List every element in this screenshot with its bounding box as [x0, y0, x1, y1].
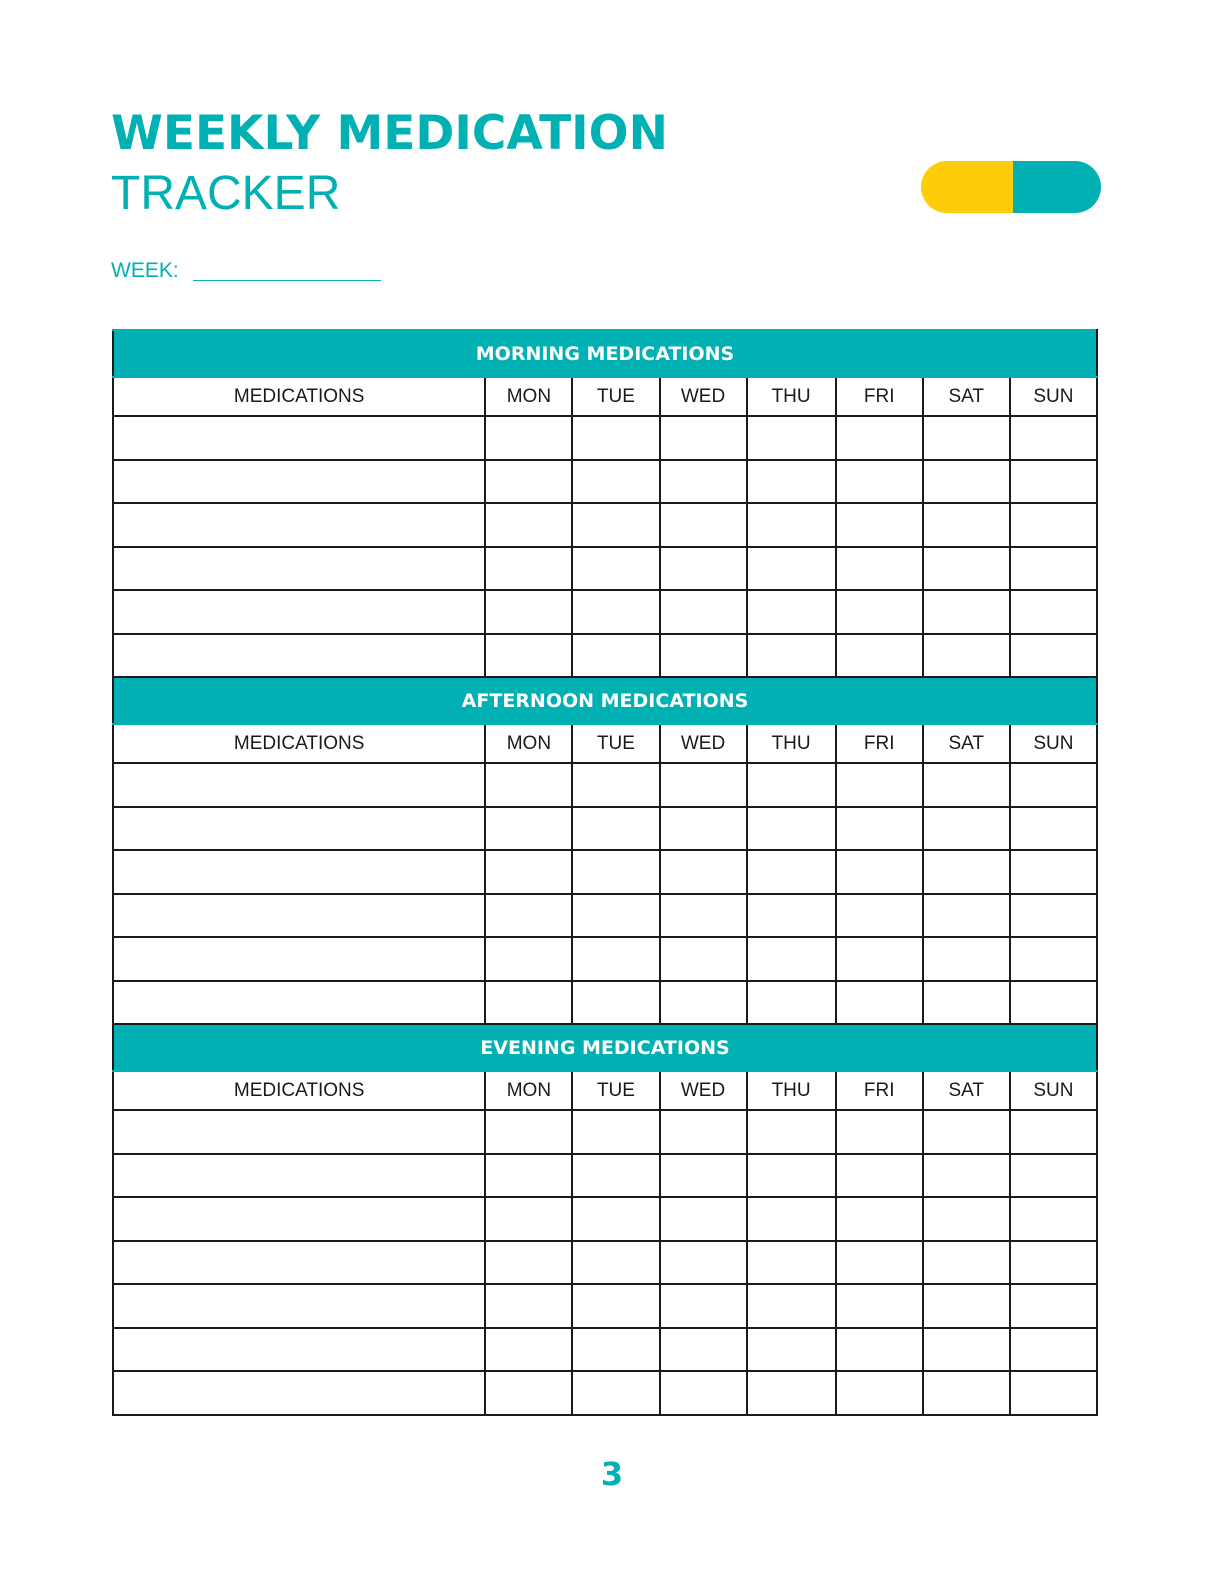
medication-name-cell[interactable] [113, 1284, 485, 1328]
dose-check-cell-fri[interactable] [836, 981, 923, 1025]
page-subtitle: TRACKER [111, 167, 341, 220]
afternoon-section-title: AFTERNOON MEDICATIONS [113, 677, 1097, 724]
dose-check-cell-sat[interactable] [923, 763, 1010, 807]
medication-name-cell[interactable] [113, 634, 485, 678]
dose-check-cell-sun[interactable] [1010, 1371, 1097, 1415]
dose-check-cell-tue[interactable] [572, 1371, 659, 1415]
medication-name-cell[interactable] [113, 763, 485, 807]
dose-check-cell-thu[interactable] [747, 981, 836, 1025]
table-row [113, 503, 1097, 547]
dose-check-cell-thu[interactable] [747, 547, 836, 591]
dose-check-cell-sat[interactable] [923, 807, 1010, 851]
page-title: WEEKLY MEDICATION [111, 106, 668, 161]
medication-name-cell[interactable] [113, 894, 485, 938]
medication-name-cell[interactable] [113, 590, 485, 634]
dose-check-cell-fri[interactable] [836, 1328, 923, 1372]
table-row [113, 763, 1097, 807]
day-column-header-mon: MON [485, 1071, 572, 1110]
morning-section-header-row [113, 330, 1097, 377]
dose-check-cell-wed[interactable] [660, 1197, 747, 1241]
week-label: WEEK: [111, 259, 179, 282]
dose-check-cell-mon[interactable] [485, 1328, 572, 1372]
table-row [113, 1110, 1097, 1154]
dose-check-cell-tue[interactable] [572, 850, 659, 894]
dose-check-cell-sun[interactable] [1010, 503, 1097, 547]
dose-check-cell-wed[interactable] [660, 416, 747, 460]
dose-check-cell-thu[interactable] [747, 590, 836, 634]
dose-check-cell-tue[interactable] [572, 981, 659, 1025]
dose-check-cell-sat[interactable] [923, 1241, 1010, 1285]
dose-check-cell-thu[interactable] [747, 634, 836, 678]
dose-check-cell-thu[interactable] [747, 1110, 836, 1154]
dose-check-cell-thu[interactable] [747, 416, 836, 460]
dose-check-cell-sat[interactable] [923, 460, 1010, 504]
day-column-header-fri: FRI [836, 377, 923, 416]
table-row [113, 807, 1097, 851]
dose-check-cell-fri[interactable] [836, 850, 923, 894]
dose-check-cell-wed[interactable] [660, 1328, 747, 1372]
medication-name-cell[interactable] [113, 547, 485, 591]
dose-check-cell-fri[interactable] [836, 460, 923, 504]
medication-name-cell[interactable] [113, 1371, 485, 1415]
day-column-header-wed: WED [660, 1071, 747, 1110]
dose-check-cell-thu[interactable] [747, 1154, 836, 1198]
dose-check-cell-wed[interactable] [660, 763, 747, 807]
dose-check-cell-mon[interactable] [485, 547, 572, 591]
dose-check-cell-sun[interactable] [1010, 894, 1097, 938]
dose-check-cell-mon[interactable] [485, 937, 572, 981]
day-column-header-fri: FRI [836, 1071, 923, 1110]
table-row [113, 460, 1097, 504]
dose-check-cell-tue[interactable] [572, 460, 659, 504]
dose-check-cell-tue[interactable] [572, 763, 659, 807]
dose-check-cell-wed[interactable] [660, 1284, 747, 1328]
dose-check-cell-sun[interactable] [1010, 460, 1097, 504]
dose-check-cell-sat[interactable] [923, 894, 1010, 938]
table-row [113, 981, 1097, 1025]
dose-check-cell-thu[interactable] [747, 894, 836, 938]
dose-check-cell-thu[interactable] [747, 503, 836, 547]
dose-check-cell-tue[interactable] [572, 807, 659, 851]
dose-check-cell-mon[interactable] [485, 590, 572, 634]
dose-check-cell-sat[interactable] [923, 547, 1010, 591]
dose-check-cell-thu[interactable] [747, 807, 836, 851]
dose-check-cell-mon[interactable] [485, 894, 572, 938]
afternoon-column-header-row [113, 724, 1097, 763]
table-row [113, 416, 1097, 460]
day-column-header-sat: SAT [923, 377, 1010, 416]
table-row [113, 894, 1097, 938]
dose-check-cell-sun[interactable] [1010, 547, 1097, 591]
dose-check-cell-tue[interactable] [572, 1328, 659, 1372]
dose-check-cell-sun[interactable] [1010, 937, 1097, 981]
dose-check-cell-wed[interactable] [660, 1110, 747, 1154]
dose-check-cell-wed[interactable] [660, 1154, 747, 1198]
medication-name-cell[interactable] [113, 981, 485, 1025]
day-column-header-thu: THU [747, 377, 836, 416]
dose-check-cell-tue[interactable] [572, 634, 659, 678]
dose-check-cell-sun[interactable] [1010, 1197, 1097, 1241]
dose-check-cell-fri[interactable] [836, 1197, 923, 1241]
medications-column-header: MEDICATIONS [113, 724, 485, 763]
medication-name-cell[interactable] [113, 1241, 485, 1285]
medication-name-cell[interactable] [113, 416, 485, 460]
dose-check-cell-thu[interactable] [747, 460, 836, 504]
day-column-header-mon: MON [485, 724, 572, 763]
medication-name-cell[interactable] [113, 1154, 485, 1198]
dose-check-cell-fri[interactable] [836, 1371, 923, 1415]
dose-check-cell-sun[interactable] [1010, 634, 1097, 678]
dose-check-cell-mon[interactable] [485, 1371, 572, 1415]
morning-section-title: MORNING MEDICATIONS [113, 330, 1097, 377]
dose-check-cell-sun[interactable] [1010, 763, 1097, 807]
pill-capsule-left-half [921, 161, 1013, 213]
dose-check-cell-mon[interactable] [485, 1284, 572, 1328]
dose-check-cell-sat[interactable] [923, 850, 1010, 894]
table-row [113, 634, 1097, 678]
dose-check-cell-mon[interactable] [485, 634, 572, 678]
dose-check-cell-wed[interactable] [660, 981, 747, 1025]
dose-check-cell-sun[interactable] [1010, 1241, 1097, 1285]
dose-check-cell-mon[interactable] [485, 1197, 572, 1241]
dose-check-cell-fri[interactable] [836, 590, 923, 634]
page-number: 3 [600, 1455, 624, 1493]
dose-check-cell-fri[interactable] [836, 1284, 923, 1328]
dose-check-cell-tue[interactable] [572, 503, 659, 547]
dose-check-cell-wed[interactable] [660, 807, 747, 851]
dose-check-cell-wed[interactable] [660, 1241, 747, 1285]
medications-column-header: MEDICATIONS [113, 1071, 485, 1110]
medication-name-cell[interactable] [113, 460, 485, 504]
day-column-header-thu: THU [747, 724, 836, 763]
dose-check-cell-sat[interactable] [923, 981, 1010, 1025]
dose-check-cell-sat[interactable] [923, 1371, 1010, 1415]
dose-check-cell-fri[interactable] [836, 937, 923, 981]
dose-check-cell-tue[interactable] [572, 1154, 659, 1198]
medication-name-cell[interactable] [113, 850, 485, 894]
evening-section-title: EVENING MEDICATIONS [113, 1024, 1097, 1071]
dose-check-cell-sat[interactable] [923, 503, 1010, 547]
table-row [113, 1154, 1097, 1198]
dose-check-cell-sat[interactable] [923, 1328, 1010, 1372]
dose-check-cell-mon[interactable] [485, 1241, 572, 1285]
day-column-header-fri: FRI [836, 724, 923, 763]
dose-check-cell-tue[interactable] [572, 590, 659, 634]
day-column-header-thu: THU [747, 1071, 836, 1110]
dose-check-cell-sun[interactable] [1010, 807, 1097, 851]
medication-name-cell[interactable] [113, 503, 485, 547]
dose-check-cell-fri[interactable] [836, 894, 923, 938]
day-column-header-tue: TUE [572, 1071, 659, 1110]
table-row [113, 1371, 1097, 1415]
dose-check-cell-wed[interactable] [660, 590, 747, 634]
dose-check-cell-fri[interactable] [836, 416, 923, 460]
table-row [113, 547, 1097, 591]
day-column-header-sat: SAT [923, 724, 1010, 763]
dose-check-cell-wed[interactable] [660, 937, 747, 981]
dose-check-cell-thu[interactable] [747, 850, 836, 894]
medication-name-cell[interactable] [113, 807, 485, 851]
dose-check-cell-sat[interactable] [923, 1197, 1010, 1241]
dose-check-cell-tue[interactable] [572, 1197, 659, 1241]
dose-check-cell-sat[interactable] [923, 1154, 1010, 1198]
medication-tracker-table [112, 329, 1098, 1416]
medications-column-header: MEDICATIONS [113, 377, 485, 416]
table-row [113, 1328, 1097, 1372]
dose-check-cell-tue[interactable] [572, 1284, 659, 1328]
morning-column-header-row [113, 377, 1097, 416]
dose-check-cell-wed[interactable] [660, 634, 747, 678]
dose-check-cell-sat[interactable] [923, 937, 1010, 981]
dose-check-cell-sat[interactable] [923, 590, 1010, 634]
afternoon-section-header-row [113, 677, 1097, 724]
day-column-header-sat: SAT [923, 1071, 1010, 1110]
dose-check-cell-sat[interactable] [923, 634, 1010, 678]
medication-name-cell[interactable] [113, 1110, 485, 1154]
dose-check-cell-sun[interactable] [1010, 1284, 1097, 1328]
dose-check-cell-wed[interactable] [660, 460, 747, 504]
dose-check-cell-thu[interactable] [747, 1197, 836, 1241]
dose-check-cell-wed[interactable] [660, 850, 747, 894]
dose-check-cell-sun[interactable] [1010, 1154, 1097, 1198]
dose-check-cell-sat[interactable] [923, 1110, 1010, 1154]
table-row [113, 850, 1097, 894]
week-input-line[interactable] [193, 280, 381, 281]
table-row [113, 1284, 1097, 1328]
day-column-header-sun: SUN [1010, 377, 1097, 416]
dose-check-cell-tue[interactable] [572, 547, 659, 591]
dose-check-cell-fri[interactable] [836, 1110, 923, 1154]
dose-check-cell-mon[interactable] [485, 460, 572, 504]
dose-check-cell-sun[interactable] [1010, 416, 1097, 460]
dose-check-cell-thu[interactable] [747, 1241, 836, 1285]
day-column-header-sun: SUN [1010, 1071, 1097, 1110]
evening-column-header-row [113, 1071, 1097, 1110]
day-column-header-mon: MON [485, 377, 572, 416]
dose-check-cell-mon[interactable] [485, 416, 572, 460]
dose-check-cell-wed[interactable] [660, 503, 747, 547]
table-row [113, 937, 1097, 981]
day-column-header-sun: SUN [1010, 724, 1097, 763]
table-row [113, 590, 1097, 634]
dose-check-cell-tue[interactable] [572, 1241, 659, 1285]
dose-check-cell-mon[interactable] [485, 850, 572, 894]
dose-check-cell-thu[interactable] [747, 1328, 836, 1372]
dose-check-cell-tue[interactable] [572, 1110, 659, 1154]
evening-section-header-row [113, 1024, 1097, 1071]
table-row [113, 1241, 1097, 1285]
dose-check-cell-fri[interactable] [836, 807, 923, 851]
day-column-header-wed: WED [660, 377, 747, 416]
dose-check-cell-mon[interactable] [485, 1154, 572, 1198]
dose-check-cell-thu[interactable] [747, 763, 836, 807]
pill-capsule-right-half [1013, 161, 1101, 213]
medication-name-cell[interactable] [113, 937, 485, 981]
dose-check-cell-thu[interactable] [747, 1284, 836, 1328]
dose-check-cell-mon[interactable] [485, 503, 572, 547]
dose-check-cell-sun[interactable] [1010, 1328, 1097, 1372]
dose-check-cell-fri[interactable] [836, 1154, 923, 1198]
dose-check-cell-wed[interactable] [660, 894, 747, 938]
dose-check-cell-sun[interactable] [1010, 590, 1097, 634]
medication-name-cell[interactable] [113, 1328, 485, 1372]
dose-check-cell-mon[interactable] [485, 763, 572, 807]
dose-check-cell-fri[interactable] [836, 1241, 923, 1285]
dose-check-cell-wed[interactable] [660, 1371, 747, 1415]
dose-check-cell-sat[interactable] [923, 416, 1010, 460]
dose-check-cell-sun[interactable] [1010, 850, 1097, 894]
dose-check-cell-mon[interactable] [485, 807, 572, 851]
dose-check-cell-mon[interactable] [485, 1110, 572, 1154]
dose-check-cell-thu[interactable] [747, 937, 836, 981]
dose-check-cell-sat[interactable] [923, 1284, 1010, 1328]
dose-check-cell-tue[interactable] [572, 894, 659, 938]
dose-check-cell-fri[interactable] [836, 634, 923, 678]
table-row [113, 1197, 1097, 1241]
dose-check-cell-fri[interactable] [836, 503, 923, 547]
pill-capsule-icon [921, 161, 1101, 213]
dose-check-cell-fri[interactable] [836, 763, 923, 807]
dose-check-cell-sun[interactable] [1010, 981, 1097, 1025]
dose-check-cell-mon[interactable] [485, 981, 572, 1025]
dose-check-cell-thu[interactable] [747, 1371, 836, 1415]
day-column-header-tue: TUE [572, 377, 659, 416]
dose-check-cell-wed[interactable] [660, 547, 747, 591]
day-column-header-wed: WED [660, 724, 747, 763]
day-column-header-tue: TUE [572, 724, 659, 763]
medication-name-cell[interactable] [113, 1197, 485, 1241]
dose-check-cell-tue[interactable] [572, 416, 659, 460]
dose-check-cell-sun[interactable] [1010, 1110, 1097, 1154]
dose-check-cell-tue[interactable] [572, 937, 659, 981]
dose-check-cell-fri[interactable] [836, 547, 923, 591]
